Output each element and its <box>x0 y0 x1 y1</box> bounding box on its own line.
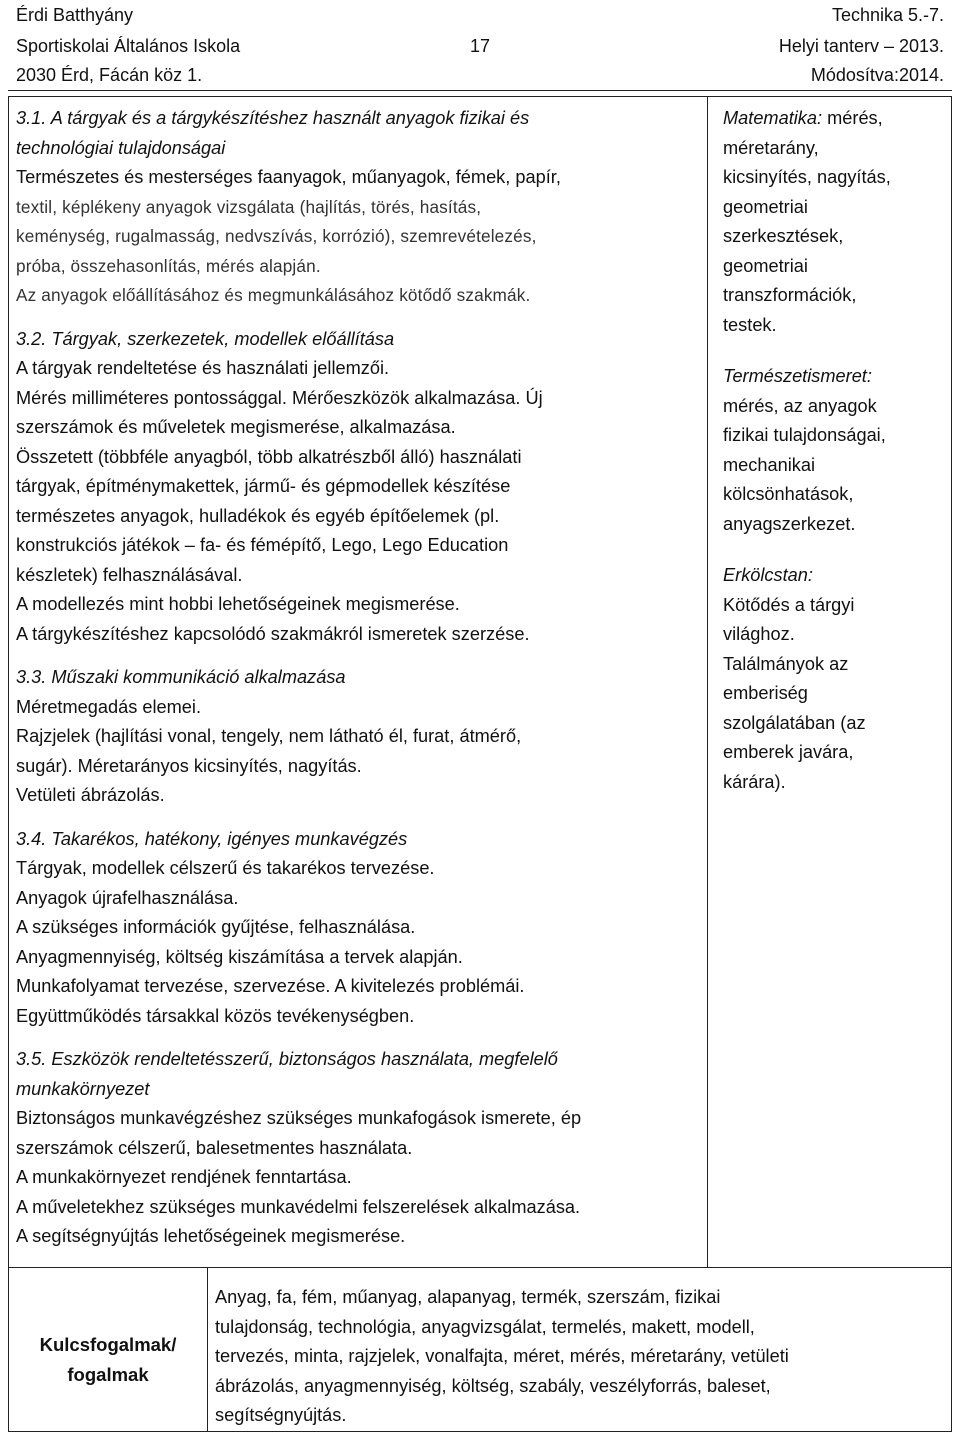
section-3-1 <box>16 104 706 311</box>
school-name-line-1: Érdi Batthyány <box>16 5 134 25</box>
section-text: A munkakörnyezet rendjének fenntartása. <box>16 1167 352 1187</box>
link-text: fizikai tulajdonságai, <box>723 425 886 445</box>
keywords-line: segítségnyújtás. <box>215 1405 347 1426</box>
subject-name: Matematika: <box>723 108 823 128</box>
subject-name: Természetismeret: <box>723 366 872 386</box>
section-text: készletek) felhasználásával. <box>16 564 243 585</box>
main-content <box>16 104 706 1266</box>
section-text: Természetes és mesterséges faanyagok, műanyagok, fémek, papír, <box>16 167 561 187</box>
link-text: kárára). <box>723 771 786 792</box>
page-number: 17 <box>470 36 491 56</box>
link-text: anyagszerkezet. <box>723 513 856 534</box>
subject-grade: Technika 5.-7. <box>831 5 944 25</box>
link-text: testek. <box>723 314 777 335</box>
section-text: természetes anyagok, hulladékok és egyéb építőelemek (pl. <box>16 505 500 526</box>
link-text: szolgálatában (az <box>723 712 866 733</box>
link-text: mérés, <box>822 108 883 128</box>
keywords-line: tulajdonság, technológia, anyagvizsgálat, termelés, makett, modell, <box>215 1316 755 1337</box>
section-text: Az anyagok előállításához és megmunkálásához kötődő szakmák. <box>16 285 531 305</box>
section-text: szerszámok célszerű, balesetmentes használata. <box>16 1137 413 1158</box>
link-text: kölcsönhatások, <box>723 484 854 504</box>
link-text: geometriai <box>723 255 808 276</box>
section-text: A tárgykészítéshez kapcsolódó szakmákról ismeretek szerzése. <box>16 623 530 644</box>
curriculum-label: Helyi tanterv – 2013. <box>778 36 944 56</box>
link-text: transzformációk, <box>723 285 857 305</box>
section-text: A segítségnyújtás lehetőségeinek megismerése. <box>16 1226 406 1246</box>
link-text: emberek javára, <box>723 742 854 762</box>
section-text: konstrukciós játékok – fa- és fémépítő, Lego, Lego Education <box>16 535 509 555</box>
subject-name: Erkölcstan: <box>723 565 813 585</box>
link-text: méretarány, <box>723 137 819 158</box>
section-text: Anyagok újrafelhasználása. <box>16 887 239 908</box>
section-text: A szükséges információk gyűjtése, felhasználása. <box>16 917 416 937</box>
link-mathematics <box>723 104 948 340</box>
section-title: 3.4. Takarékos, hatékony, igényes munkavégzés <box>16 828 408 849</box>
keywords-list <box>215 1283 947 1431</box>
link-text: Találmányok az <box>723 653 849 674</box>
keywords-label-line: fogalmak <box>67 1364 149 1385</box>
section-title: munkakörnyezet <box>16 1078 150 1099</box>
link-text: világhoz. <box>723 624 795 644</box>
section-text: tárgyak, építménymakettek, jármű- és gépmodellek készítése <box>16 476 511 496</box>
section-3-2 <box>16 325 706 650</box>
link-text: mérés, az anyagok <box>723 395 877 416</box>
section-text: Együttműködés társakkal közös tevékenységben. <box>16 1005 415 1026</box>
link-text: szerkesztések, <box>723 226 844 246</box>
link-text: Kötődés a tárgyi <box>723 594 855 615</box>
keywords-label-line: Kulcsfogalmak/ <box>39 1334 177 1355</box>
section-title: 3.5. Eszközök rendeltetésszerű, biztonságos használata, megfelelő <box>16 1049 558 1069</box>
link-ethics <box>723 561 948 797</box>
keywords-line: ábrázolás, anyagmennyiség, költség, szabály, veszélyforrás, baleset, <box>215 1375 771 1396</box>
link-science <box>723 362 948 539</box>
school-address: 2030 Érd, Fácán köz 1. <box>16 65 203 85</box>
link-text: kicsinyítés, nagyítás, <box>723 167 891 187</box>
link-text: mechanikai <box>723 454 815 475</box>
section-text: Vetületi ábrázolás. <box>16 785 165 805</box>
cross-curricular-links <box>723 104 948 819</box>
keywords-line: tervezés, minta, rajzjelek, vonalfajta, méret, mérés, méretarány, vetületi <box>215 1346 789 1367</box>
section-text: A műveletekhez szükséges munkavédelmi felszerelések alkalmazása. <box>16 1196 581 1217</box>
section-title: 3.1. A tárgyak és a tárgykészítéshez használt anyagok fizikai és <box>16 108 530 128</box>
section-text: Méretmegadás elemei. <box>16 696 201 717</box>
section-3-3 <box>16 663 706 811</box>
link-heading <box>723 104 948 134</box>
section-title: 3.3. Műszaki kommunikáció alkalmazása <box>16 667 346 687</box>
header-divider <box>8 90 952 91</box>
section-text: próba, összehasonlítás, mérés alapján. <box>16 255 321 276</box>
section-text: szerszámok és műveletek megismerése, alkalmazása. <box>16 417 456 437</box>
section-text: A modellezés mint hobbi lehetőségeinek megismerése. <box>16 594 460 614</box>
section-text: A tárgyak rendeltetése és használati jellemzői. <box>16 358 390 378</box>
section-text: Tárgyak, modellek célszerű és takarékos tervezése. <box>16 858 435 878</box>
section-text: sugár). Méretarányos kicsinyítés, nagyítás. <box>16 755 362 776</box>
page-header <box>0 0 960 92</box>
keywords-label <box>10 1330 206 1390</box>
section-title: technológiai tulajdonságai <box>16 137 226 158</box>
section-text: Összetett (többféle anyagból, több alkatrészből álló) használati <box>16 446 522 467</box>
section-3-4 <box>16 825 706 1032</box>
section-text: Rajzjelek (hajlítási vonal, tengely, nem látható él, furat, átmérő, <box>16 726 522 746</box>
school-name-line-2: Sportiskolai Általános Iskola <box>16 36 241 56</box>
section-3-5 <box>16 1045 706 1252</box>
section-title: 3.2. Tárgyak, szerkezetek, modellek előállítása <box>16 328 395 349</box>
section-text: Biztonságos munkavégzéshez szükséges munkafogások ismerete, ép <box>16 1108 582 1128</box>
section-text: keménység, rugalmasság, nedvszívás, korrózió), szemrevételezés, <box>16 226 537 246</box>
modified-label: Módosítva:2014. <box>810 65 944 85</box>
section-text: textil, képlékeny anyagok vizsgálata (hajlítás, törés, hasítás, <box>16 196 482 217</box>
section-text: Munkafolyamat tervezése, szervezése. A kivitelezés problémái. <box>16 976 525 996</box>
section-text: Mérés milliméteres pontossággal. Mérőeszközök alkalmazása. Új <box>16 387 543 408</box>
keywords-line: Anyag, fa, fém, műanyag, alapanyag, termék, szerszám, fizikai <box>215 1287 721 1307</box>
link-text: geometriai <box>723 196 808 217</box>
section-text: Anyagmennyiség, költség kiszámítása a tervek alapján. <box>16 946 463 967</box>
link-text: emberiség <box>723 683 808 703</box>
